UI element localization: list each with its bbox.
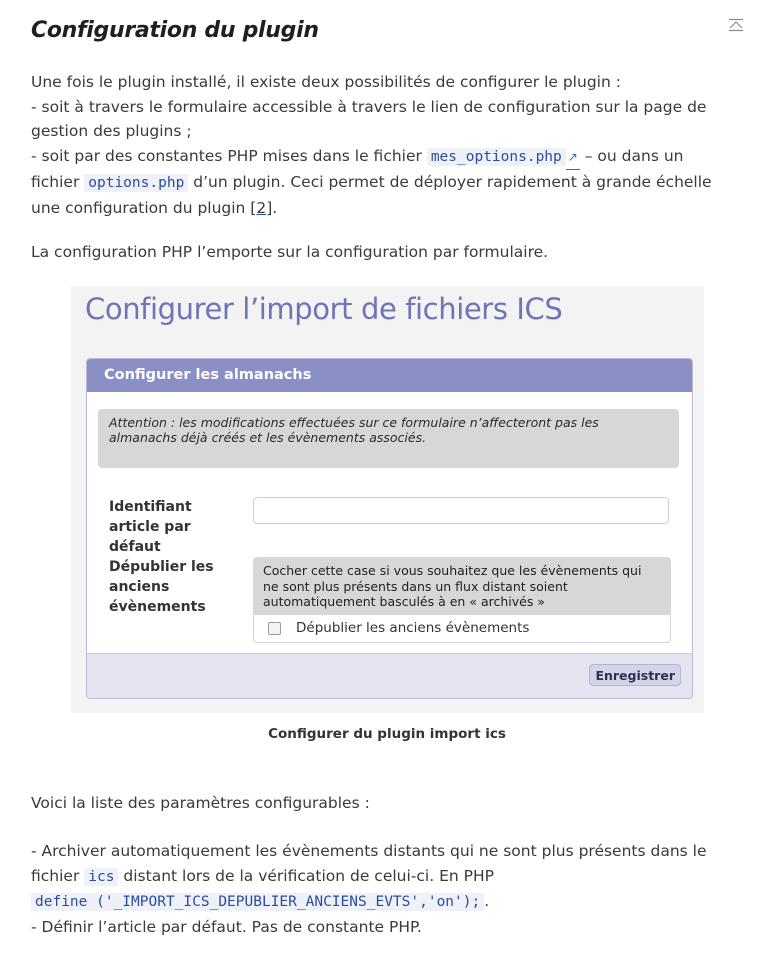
- config-panel: [86, 358, 693, 699]
- unpublish-explanation: Cocher cette case si vous souhaitez que les évènements qui ne sont plus présents dans un flux distant soient automatiquement basculés à en « archivés »: [253, 557, 671, 615]
- priority-paragraph: La configuration PHP l’emporte sur la configuration par formulaire.: [31, 243, 549, 261]
- intro-line: [31, 144, 736, 171]
- intro-text: - soit par des constantes PHP mises dans le fichier: [31, 146, 427, 165]
- unpublish-checkbox[interactable]: [268, 622, 281, 635]
- intro-text: d’un plugin. Ceci permet de déployer rapidement à grande échelle: [188, 173, 712, 191]
- param-text: distant lors de la vérification de celui-ci. En PHP: [118, 866, 494, 885]
- footnote-link[interactable]: 2: [256, 198, 267, 217]
- code-define: define ('_IMPORT_ICS_DEPUBLIER_ANCIENS_EVTS','on');: [31, 893, 484, 911]
- page-title: Configuration du plugin: [31, 18, 319, 43]
- intro-line: gestion des plugins ;: [31, 122, 192, 140]
- param-text: fichier: [31, 866, 85, 885]
- figure-caption: Configurer du plugin import ics: [268, 726, 506, 742]
- panel-title: Configurer les almanachs: [87, 359, 692, 392]
- figure-heading: Configurer l’import de fichiers ICS: [85, 292, 563, 326]
- intro-text: ].: [266, 198, 278, 217]
- external-link-icon[interactable]: ↗: [566, 145, 580, 171]
- intro-line: [31, 170, 736, 196]
- intro-text: fichier: [31, 173, 85, 191]
- param-text: .: [484, 892, 490, 910]
- default-article-input[interactable]: [253, 497, 669, 524]
- warning-box: Attention : les modifications effectuées sur ce formulaire n’affecteront pas les almanachs déjà créés et les évènements associés.: [98, 409, 679, 468]
- code-ics: ics: [84, 868, 118, 886]
- intro-line: [31, 196, 736, 221]
- params-list: [31, 839, 736, 939]
- intro-text: – ou dans un: [579, 146, 684, 165]
- code-options: options.php: [84, 174, 188, 192]
- code-mes-options: mes_options.php: [427, 148, 566, 166]
- param-line: - Définir l’article par défaut. Pas de constante PHP.: [31, 917, 422, 936]
- config-screenshot-figure: [71, 286, 704, 713]
- intro-text: une configuration du plugin [: [31, 198, 257, 217]
- intro-line: Une fois le plugin installé, il existe deux possibilités de configurer le plugin :: [31, 73, 621, 91]
- panel-footer: [87, 653, 692, 698]
- param-line: [31, 864, 736, 890]
- intro-paragraph: [31, 70, 736, 220]
- unpublish-checkbox-row[interactable]: [253, 615, 671, 643]
- unpublish-checkbox-label[interactable]: Dépublier les anciens évènements: [296, 620, 530, 636]
- unpublish-label: Dépublier les anciens évènements: [109, 559, 214, 615]
- save-button[interactable]: Enregistrer: [589, 664, 681, 686]
- param-line: - Archiver automatiquement les évènements distants qui ne sont plus présents dans le: [31, 842, 707, 860]
- param-line: [31, 889, 736, 915]
- intro-line: - soit à travers le formulaire accessible à travers le lien de configuration sur la page de: [31, 97, 707, 116]
- params-intro: Voici la liste des paramètres configurables :: [31, 794, 370, 812]
- back-to-top-icon[interactable]: [728, 18, 744, 32]
- default-article-label: Identifiant article par défaut: [109, 499, 192, 555]
